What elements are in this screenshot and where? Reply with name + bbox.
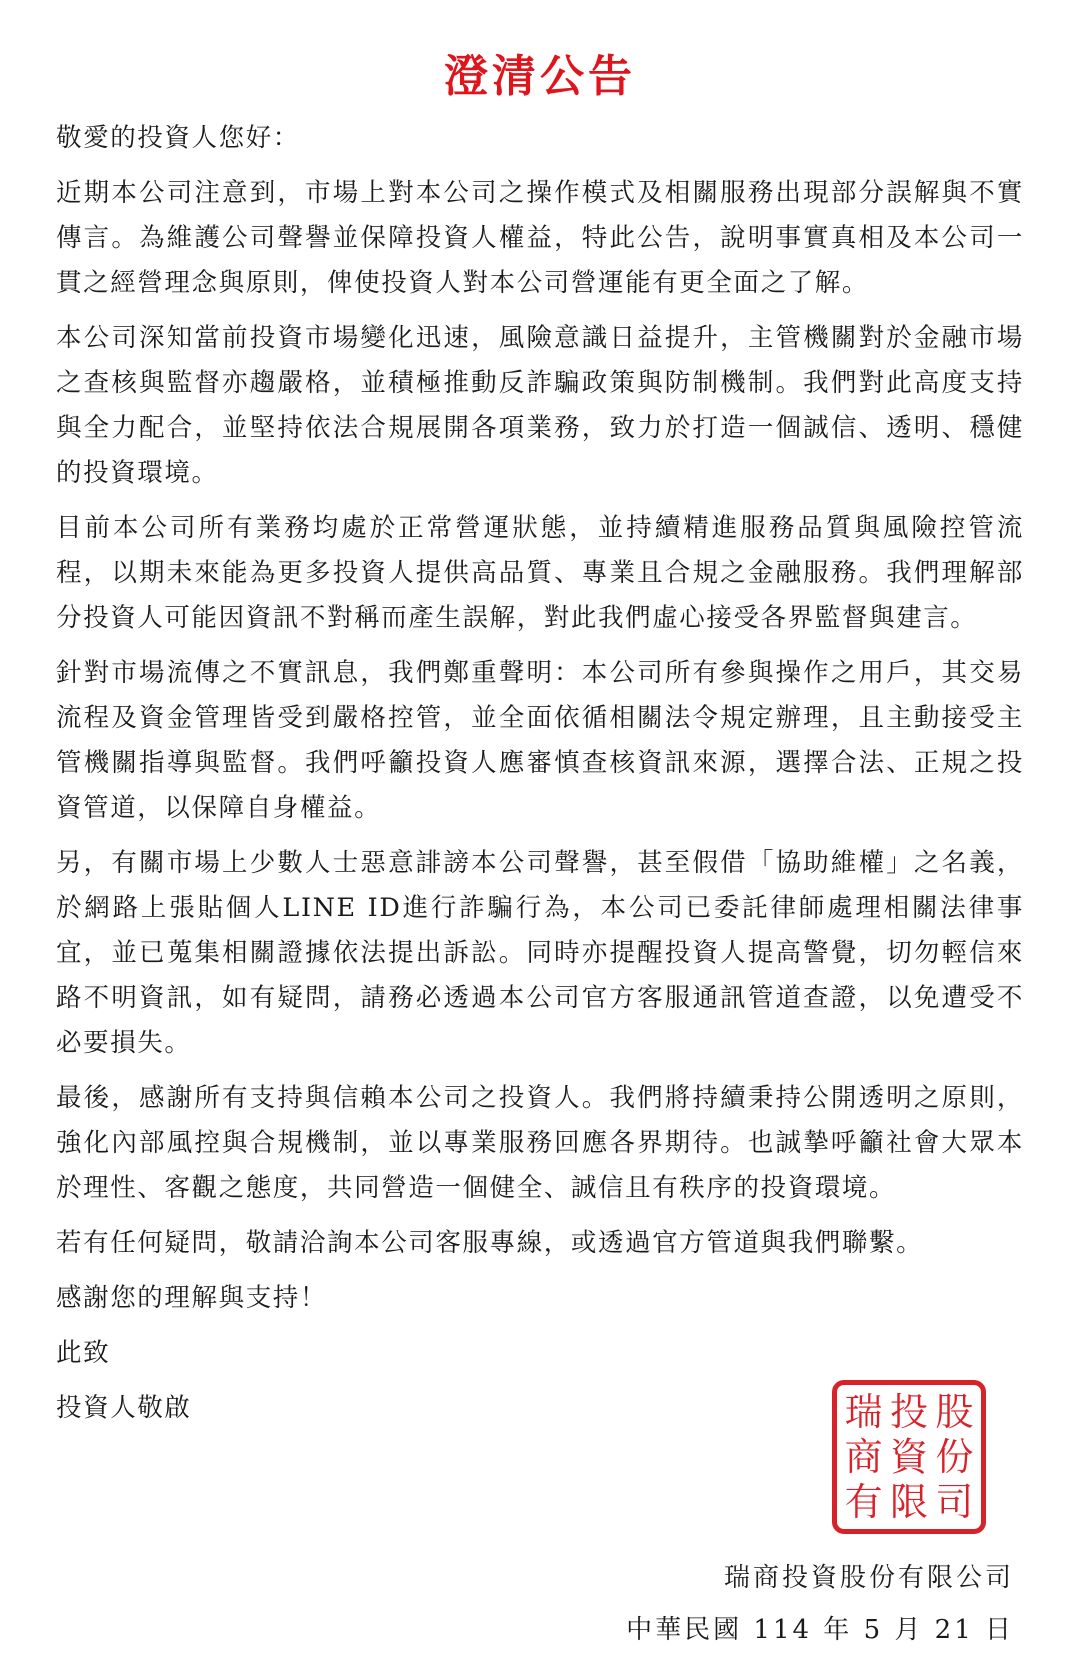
company-seal-icon: 瑞 投 股 商 資 份 有 限 司 <box>832 1380 986 1534</box>
paragraph-8: 感謝您的理解與支持！ <box>56 1283 328 1313</box>
paragraph-5: 另，有關市場上少數人士惡意誹謗本公司聲譽，甚至假借「協助維權」之名義，於網路上張貼個人LINE ID進行詐騙行為，本公司已委託律師處理相關法律事宜，並已蒐集相關證據依法提出訴訟。同時亦提醒投資人提高警覺，切勿輕信來路不明資訊，如有疑問，請務必透過本公司官方客服通訊管道查證，以免遭受不必要損失。 <box>56 848 1024 1058</box>
closing-line-2: 投資人敬啟 <box>56 1393 192 1423</box>
page-title: 澄清公告 <box>444 51 636 102</box>
paragraph-1: 近期本公司注意到，市場上對本公司之操作模式及相關服務出現部分誤解與不實傳言。為維護公司聲譽並保障投資人權益，特此公告，說明事實真相及本公司一貫之經營理念與原則，俾使投資人對本公司營運能有更全面之了解。 <box>56 178 1024 298</box>
announcement-date: 中華民國 114 年 5 月 21 日 <box>626 1615 1014 1645</box>
company-name: 瑞商投資股份有限公司 <box>723 1563 1014 1593</box>
announcement-document <box>56 0 1024 1441</box>
paragraph-6: 最後，感謝所有支持與信賴本公司之投資人。我們將持續秉持公開透明之原則，強化內部風控與合規機制，並以專業服務回應各界期待。也誠摯呼籲社會大眾本於理性、客觀之態度，共同營造一個健全、誠信且有秩序的投資環境。 <box>56 1083 1024 1203</box>
paragraph-3: 目前本公司所有業務均處於正常營運狀態，並持續精進服務品質與風險控管流程，以期未來能為更多投資人提供高品質、專業且合規之金融服務。我們理解部分投資人可能因資訊不對稱而產生誤解，對此我們虛心接受各界監督與建言。 <box>56 513 1024 633</box>
announcement-body <box>56 116 1024 1431</box>
greeting: 敬愛的投資人您好： <box>56 123 300 153</box>
paragraph-7: 若有任何疑問，敬請洽詢本公司客服專線，或透過官方管道與我們聯繫。 <box>56 1228 924 1258</box>
paragraph-4: 針對市場流傳之不實訊息，我們鄭重聲明：本公司所有參與操作之用戶，其交易流程及資金管理皆受到嚴格控管，並全面依循相關法令規定辦理，且主動接受主管機關指導與監督。我們呼籲投資人應審慎查核資訊來源，選擇合法、正規之投資管道，以保障自身權益。 <box>56 658 1024 823</box>
closing-line-1: 此致 <box>56 1338 111 1368</box>
paragraph-2: 本公司深知當前投資市場變化迅速，風險意識日益提升，主管機關對於金融市場之查核與監督亦趨嚴格，並積極推動反詐騙政策與防制機制。我們對此高度支持與全力配合，並堅持依法合規展開各項業務，致力於打造一個誠信、透明、穩健的投資環境。 <box>56 323 1024 488</box>
